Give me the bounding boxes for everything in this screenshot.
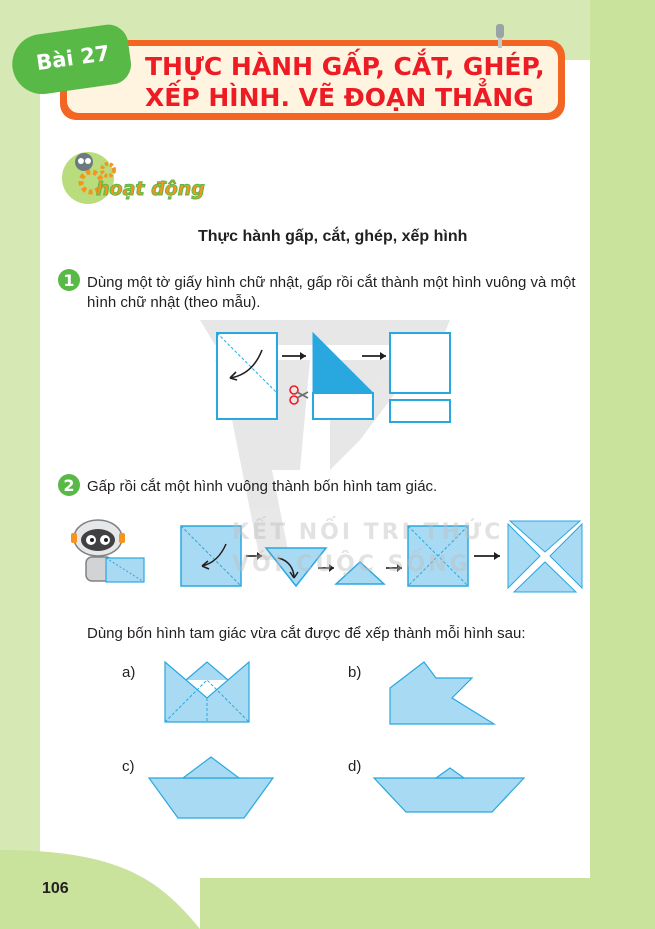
remaining-strip <box>313 393 373 419</box>
option-d-label: d) <box>348 758 362 775</box>
paper-rectangle <box>217 333 277 419</box>
option-a-label: a) <box>122 664 136 681</box>
shape-b-bird <box>386 660 498 726</box>
pin-icon <box>492 24 508 50</box>
folded-triangle <box>313 333 373 393</box>
shape-c-boat <box>148 756 274 820</box>
result-square <box>390 333 450 393</box>
lesson-title-line-1: THỰC HÀNH GẤP, CẮT, GHÉP, <box>145 52 545 81</box>
exercise-2-instruction: Dùng bốn hình tam giác vừa cắt được để xếp thành mỗi hình sau: <box>87 625 526 642</box>
lesson-label: Bài 27 <box>34 40 112 76</box>
robot-mascot-icon <box>68 518 150 588</box>
lesson-title-line-2: XẾP HÌNH. VẼ ĐOẠN THẲNG <box>145 83 534 112</box>
scissors-icon <box>290 386 308 404</box>
exercise-1-folding-diagram <box>210 328 460 426</box>
exercise-1-number: 1 <box>58 269 80 291</box>
exercise-1-text-line-2: hình chữ nhật (theo mẫu). <box>87 294 261 311</box>
option-b-label: b) <box>348 664 362 681</box>
page-number: 106 <box>42 880 69 897</box>
watermark-line-1: KẾT NỐI TRI THỨC <box>232 520 504 545</box>
shape-a-crown <box>164 660 250 724</box>
exercise-2-text: Gấp rồi cắt một hình vuông thành bốn hình tam giác. <box>87 478 438 495</box>
option-c-label: c) <box>122 758 135 775</box>
shape-d-ship <box>372 766 526 814</box>
watermark-line-2: VỚI CUỘC SỐNG <box>232 552 471 577</box>
exercise-2-number: 2 <box>58 474 80 496</box>
result-rectangle <box>390 400 450 422</box>
exercise-1-text-line-1: Dùng một tờ giấy hình chữ nhật, gấp rồi cắt thành một hình vuông và một <box>87 274 576 291</box>
section-title: Thực hành gấp, cắt, ghép, xếp hình <box>198 228 468 245</box>
activity-badge-label: hoạt động <box>96 178 205 200</box>
